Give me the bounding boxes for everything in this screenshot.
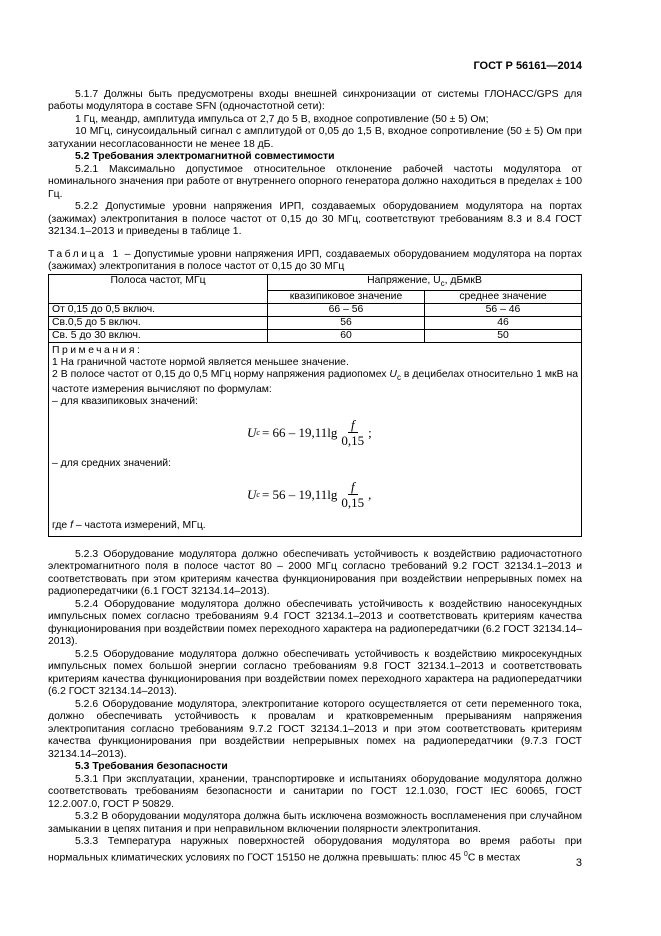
row-qp: 60 [268, 329, 425, 342]
paragraph-5-1-7: 5.1.7 Должны быть предусмотрены входы внешней синхронизации от системы ГЛОНАСС/GPS для работы модулятора в составе SFN (одночастотной сети): [48, 88, 582, 112]
document-page [48, 60, 582, 865]
qp-label: – для квазипиковых значений: [52, 395, 198, 407]
table-row [49, 329, 582, 342]
col-header-qp: квазипиковое значение [268, 290, 425, 303]
formula-average: U c = 56 – 19,11lg $\frac{f}{0,15}$ , [247, 479, 372, 511]
avg-label: – для средних значений: [52, 457, 171, 469]
notes-title: Примечания: [52, 344, 143, 356]
table-caption [48, 249, 582, 274]
table-row [49, 303, 582, 316]
paragraph-5-3-2: 5.3.2 В оборудовании модулятора должна быть исключена возможность воспламенения при случайном замыкании в цепях питания и при неправильном включении полярности электропитания. [48, 811, 582, 835]
row-avg: 46 [425, 316, 582, 329]
paragraph-5-3-3: 5.3.3 Температура наружных поверхностей оборудования модулятора во время работы при нормальных климатических условиях по ГОСТ 15150 не должна превышать: плюс 45 $^0$С в местах [48, 836, 582, 864]
col-header-band: Полоса частот, МГц [49, 274, 268, 303]
emission-limits-table [48, 274, 582, 537]
row-band: Св.0,5 до 5 включ. [49, 316, 268, 329]
formula-quasi-peak: U c = 66 – 19,11lg $\frac{f}{0,15}$ ; [247, 417, 372, 449]
table-caption-label: Таблица 1 [48, 248, 121, 260]
section-5-2-title: 5.2 Требования электромагнитной совместимости [75, 151, 335, 162]
paragraph-5-3-1: 5.3.1 При эксплуатации, хранении, транспортировке и испытаниях оборудование модулятора должно соответствовать требованиям безопасности и санитарии по ГОСТ 12.1.030, ГОСТ IEC 60065, ГОСТ 12.2.007.0, ГОСТ Р 50829. [48, 773, 582, 810]
row-qp: 66 – 56 [268, 303, 425, 316]
col-header-avg: среднее значение [425, 290, 582, 303]
row-avg: 56 – 46 [425, 303, 582, 316]
paragraph-5-2-6: 5.2.6 Оборудование модулятора, электропитание которого осуществляется от сети переменного тока, должно обеспечивать устойчивость к провалам и кратковременным прерываниям напряжения электропитания согласно требованиям 9.7.2 ГОСТ 32134.1–2013 и при этом соответствовать критериям качества функционирования при воздействии непрерывных помех на радиопередатчики (9.7.3 ГОСТ 32134.14–2013). [48, 698, 582, 760]
paragraph-5-2-2: 5.2.2 Допустимые уровни напряжения ИРП, создаваемых оборудованием модулятора на портах (зажимах) электропитания в полосе частот от 0,15 до 30 МГц, соответствуют требованиям 8.3 и 8.4 ГОСТ 32134.1–2013 и приведены в таблице 1. [48, 201, 582, 237]
table-notes [49, 342, 582, 536]
row-avg: 50 [425, 329, 582, 342]
row-band: Св. 5 до 30 включ. [49, 329, 268, 342]
paragraph-5-2-4: 5.2.4 Оборудование модулятора должно обеспечивать устойчивость к воздействию наносекундных импульсных помех согласно требованиям 9.4 ГОСТ 32134.1–2013 и соответствовать критериям качества функционирования при воздействии помех переходного характера на радиопередатчики (6.2 ГОСТ 32134.14–2013). [48, 598, 582, 648]
col-header-voltage: Напряжение, $U_c$, дБмкВ [268, 274, 582, 290]
table-caption-text: – Допустимые уровни напряжения ИРП, создаваемых оборудованием модулятора на портах (зажимах) электропитания в полосе частот от 0,15 до 30 МГц [48, 248, 583, 272]
paragraph-5-2-3: 5.2.3 Оборудование модулятора должно обеспечивать устойчивость к воздействию радиочастотного электромагнитного поля в полосе частот 80 – 2000 МГц согласно требований 9.2 ГОСТ 32134.1–2013 и соответствовать при этом критериям качества функционирования при воздействии непрерывных помех на радиопередатчики (6.1 ГОСТ 32134.14–2013). [48, 548, 582, 598]
paragraph-5-2-5: 5.2.5 Оборудование модулятора должно обеспечивать устойчивость к воздействию микросекундных импульсных помех большой энергии согласно требованиям 9.8 ГОСТ 32134.1–2013 и соответствовать критериям качества функционирования при воздействии помех переходного характера на радиопередатчики (6.2 ГОСТ 32134.14–2013). [48, 648, 582, 698]
paragraph-5-2-1: 5.2.1 Максимально допустимое относительное отклонение рабочей частоты модулятора от номинального значения при работе от внутреннего опорного генератора должно находиться в пределах ± 100 Гц. [48, 163, 582, 200]
page-number: 3 [575, 857, 582, 869]
row-band: От 0,15 до 0,5 включ. [49, 303, 268, 316]
paragraph-1hz: 1 Гц, меандр, амплитуда импульса от 2,7 до 5 В, входное сопротивление (50 ± 5) Ом; [75, 113, 489, 125]
row-qp: 56 [268, 316, 425, 329]
section-5-3-title: 5.3 Требования безопасности [75, 761, 228, 773]
note-1: 1 На граничной частоте нормой является меньшее значение. [52, 356, 349, 368]
where-line: где f – частота измерений, МГц. [52, 519, 206, 531]
paragraph-10mhz: 10 МГц, синусоидальный сигнал с амплитудой от 0,05 до 1,5 В, входное сопротивление (50 ± 5) Ом при затухании несогласованности не менее 18 дБ. [48, 126, 582, 150]
document-header: ГОСТ Р 56161—2014 [473, 60, 582, 72]
table-row [49, 316, 582, 329]
note-2: 2 В полосе частот от 0,15 до 0,5 МГц норму напряжения радиопомех $U_c$ в децибелах относительно 1 мкВ на частоте измерения вычисляют по формулам: [52, 368, 578, 395]
